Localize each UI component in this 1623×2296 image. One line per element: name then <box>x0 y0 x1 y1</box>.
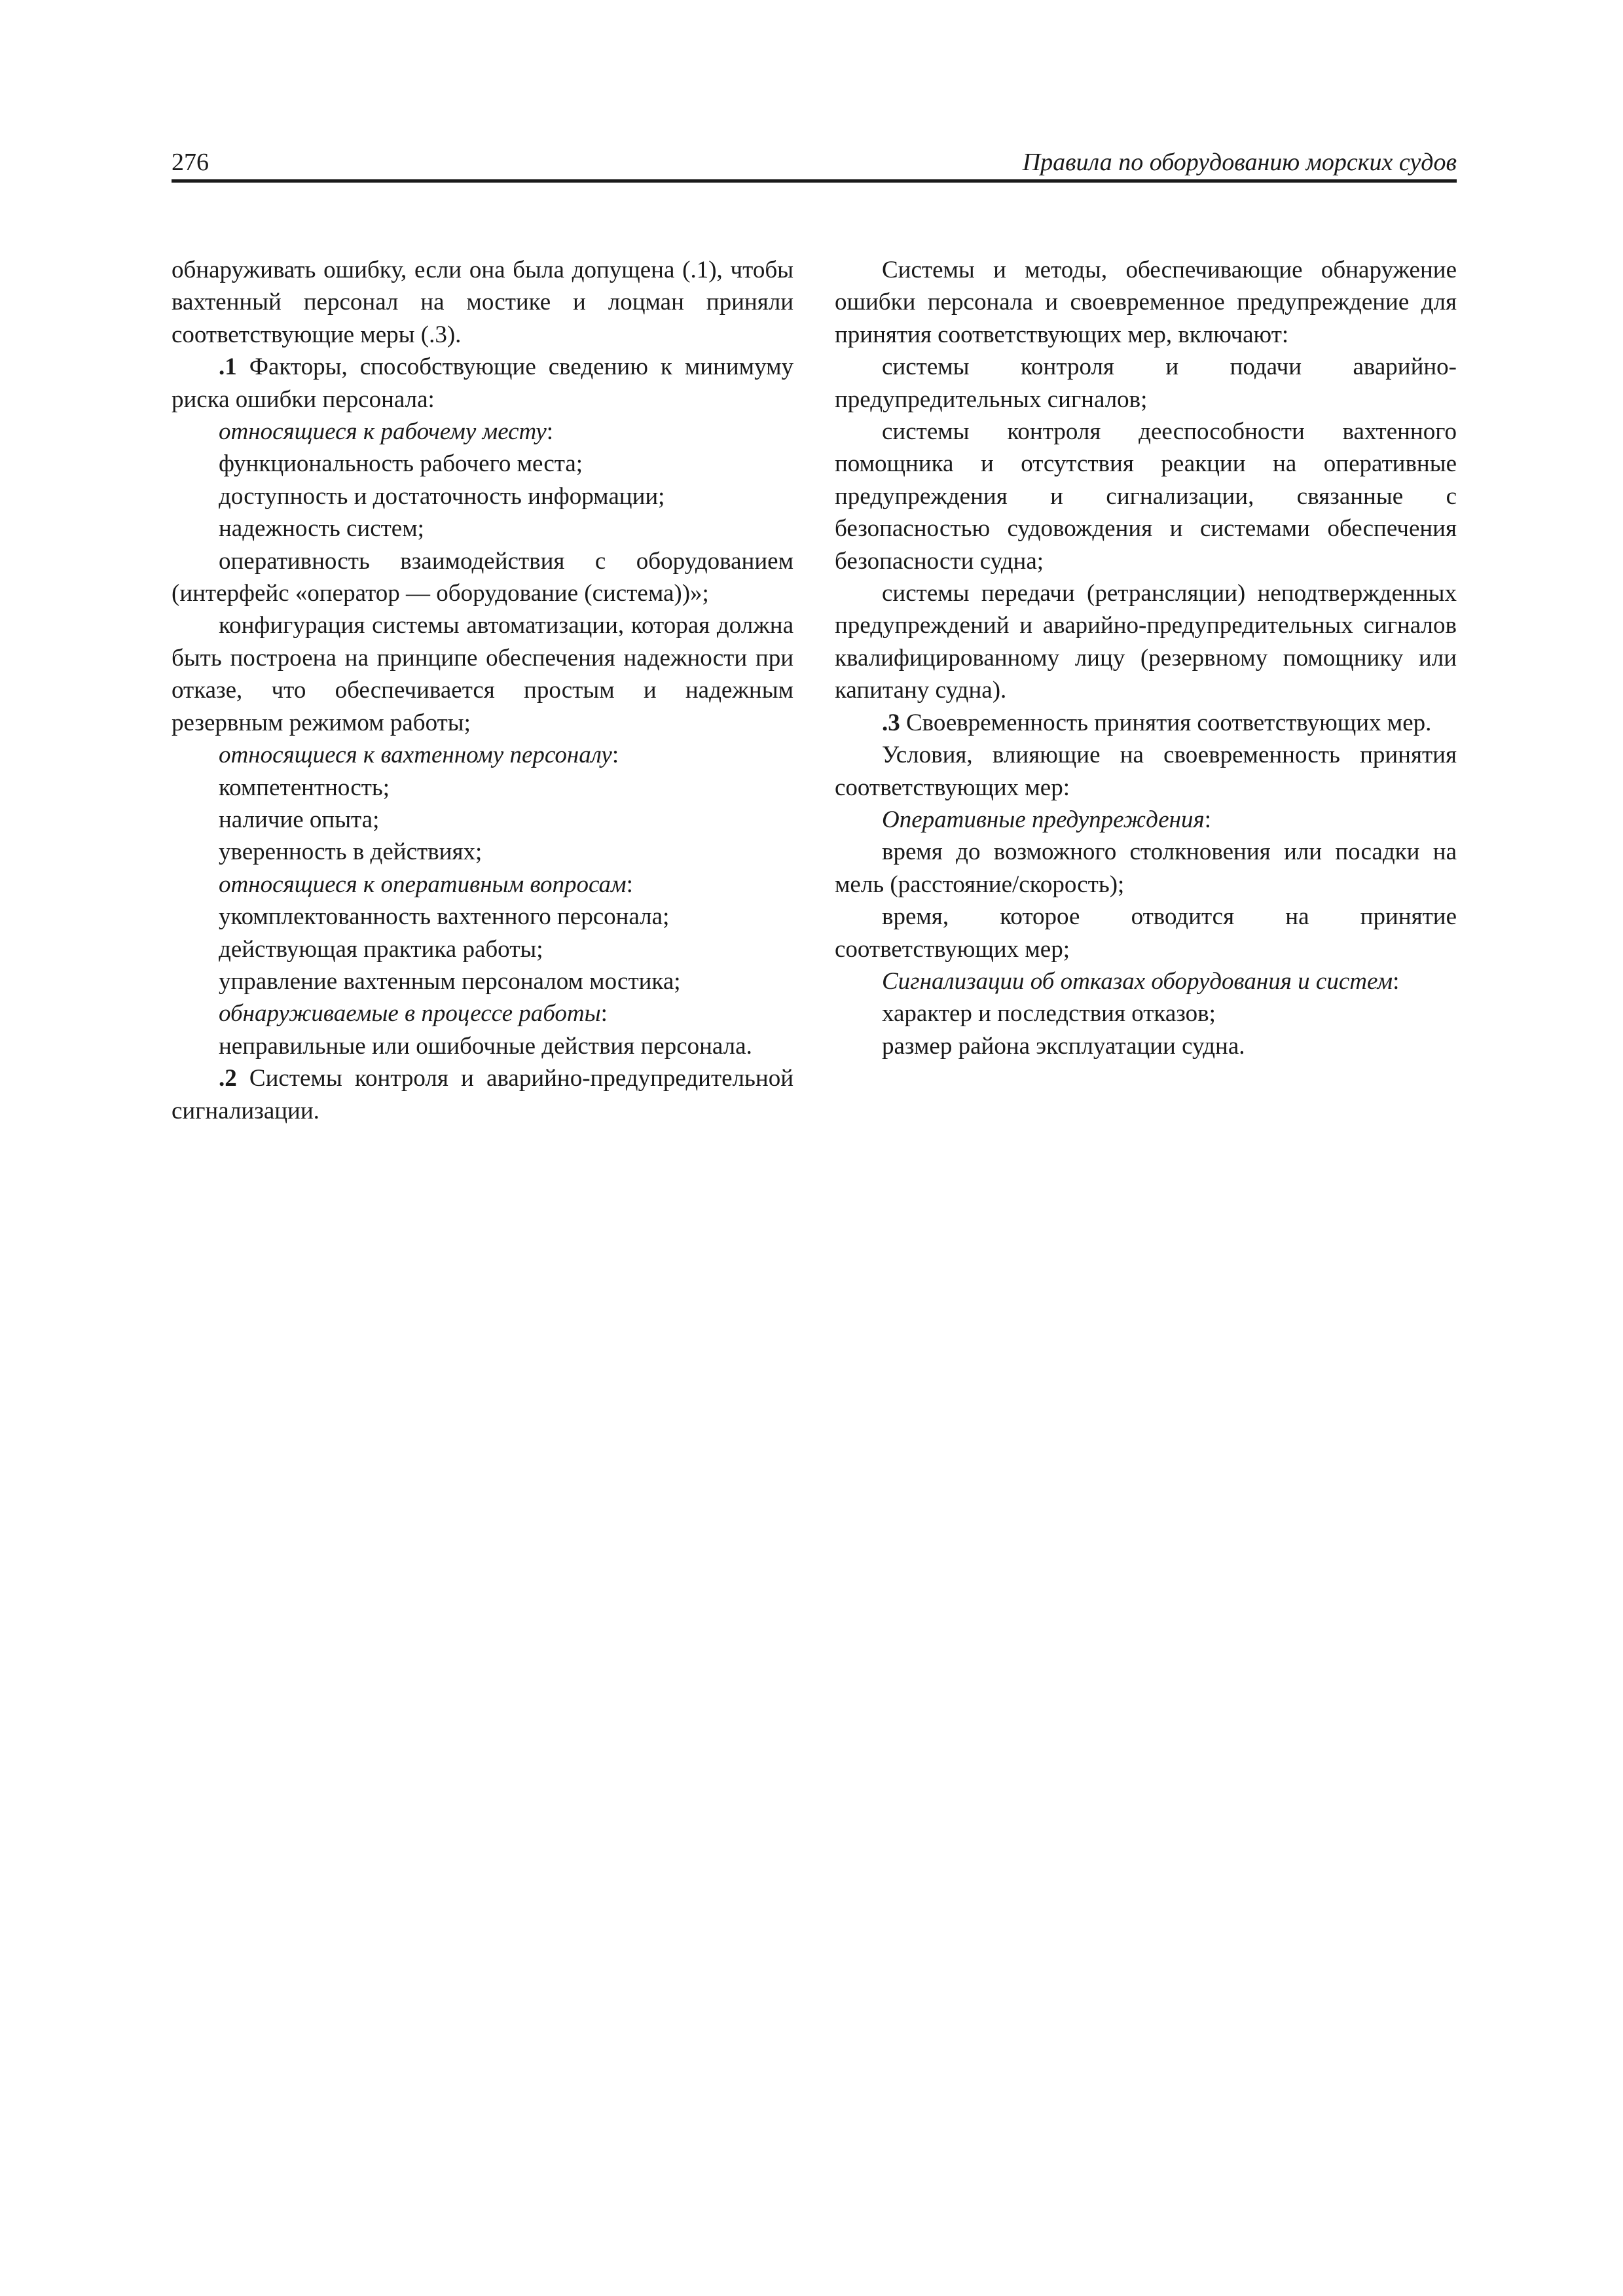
list-item: неправильные или ошибочные действия персонала. <box>219 1032 752 1060</box>
subheading-warnings <box>835 804 1457 836</box>
section-text: Факторы, способствующие сведению к минимуму риска ошибки персонала: <box>172 353 793 413</box>
subheading-text: относящиеся к вахтенному персоналу <box>219 742 612 769</box>
list-item: действующая практика работы; <box>219 935 543 963</box>
running-title: Правила по оборудованию морских судов <box>1022 149 1457 176</box>
subheading-colon: : <box>611 742 619 769</box>
list-item: управление вахтенным персоналом мостика; <box>219 967 681 995</box>
paragraph: Системы и методы, обеспечивающие обнаружение ошибки персонала и своевременное предупреждение для принятия соответствующих мер, включают: <box>835 257 1457 348</box>
subheading-colon: : <box>1204 806 1212 833</box>
section-text: Своевременность принятия соответствующих мер. <box>900 709 1432 736</box>
subheading-colon: : <box>1393 967 1400 995</box>
subheading-operational <box>172 869 793 901</box>
right-column <box>835 254 1457 1062</box>
list-item: оперативность взаимодействия с оборудованием (интерфейс «оператор — оборудование (система))»; <box>172 547 793 607</box>
page-header <box>172 145 1457 179</box>
list-item: системы контроля и подачи аварийно-предупредительных сигналов; <box>835 353 1457 413</box>
section-text: Системы контроля и аварийно-предупредительной сигнализации. <box>172 1065 793 1124</box>
list-item: компетентность; <box>219 774 390 801</box>
list-item: надежность систем; <box>219 515 424 543</box>
list-item: время, которое отводится на принятие соответствующих мер; <box>835 903 1457 963</box>
list-item: укомплектованность вахтенного персонала; <box>219 903 670 931</box>
list-item: уверенность в действиях; <box>219 838 483 866</box>
page-number: 276 <box>172 149 209 176</box>
paragraph: обнаруживать ошибку, если она была допущена (.1), чтобы вахтенный персонал на мостике и лоцман приняли соответствующие меры (.3). <box>172 257 793 348</box>
subheading-personnel <box>172 739 793 771</box>
list-item: время до возможного столкновения или посадки на мель (расстояние/скорость); <box>835 838 1457 898</box>
subheading-colon: : <box>626 870 633 898</box>
section-number: .1 <box>219 353 237 381</box>
subheading-text: Оперативные предупреждения <box>882 806 1205 833</box>
list-item: наличие опыта; <box>219 806 380 833</box>
section-number: .2 <box>219 1065 237 1092</box>
header-rule <box>172 179 1457 183</box>
section-2 <box>172 1062 793 1127</box>
list-item: характер и последствия отказов; <box>882 1000 1216 1028</box>
subheading-colon: : <box>600 1000 608 1028</box>
list-item: размер района эксплуатации судна. <box>882 1032 1245 1060</box>
left-column <box>172 254 793 1127</box>
subheading-colon: : <box>546 418 554 446</box>
section-number: .3 <box>882 709 900 736</box>
subheading-text: обнаруживаемые в процессе работы <box>219 1000 601 1028</box>
section-1 <box>172 351 793 416</box>
subheading-alarms <box>835 965 1457 997</box>
list-item: функциональность рабочего места; <box>219 450 583 478</box>
subheading-workplace <box>172 416 793 448</box>
paragraph: Условия, влияющие на своевременность принятия соответствующих мер: <box>835 742 1457 801</box>
subheading-text: относящиеся к рабочему месту <box>219 418 547 446</box>
subheading-text: Сигнализации об отказах оборудования и систем <box>882 967 1393 995</box>
subheading-detected <box>172 997 793 1030</box>
list-item: системы контроля дееспособности вахтенного помощника и отсутствия реакции на оперативные предупреждения и сигнализации, связанные с безопасностью судовождения и системами обеспечения безопасности судна; <box>835 418 1457 575</box>
list-item: конфигурация системы автоматизации, которая должна быть построена на принципе обеспечения надежности при отказе, что обеспечивается простым и надежным резервным режимом работы; <box>172 612 793 736</box>
subheading-text: относящиеся к оперативным вопросам <box>219 870 627 898</box>
section-3 <box>835 707 1457 739</box>
list-item: доступность и достаточность информации; <box>219 482 665 510</box>
list-item: системы передачи (ретрансляции) неподтвержденных предупреждений и аварийно-предупредительных сигналов квалифицированному лицу (резервному помощнику или капитану судна). <box>835 580 1457 704</box>
